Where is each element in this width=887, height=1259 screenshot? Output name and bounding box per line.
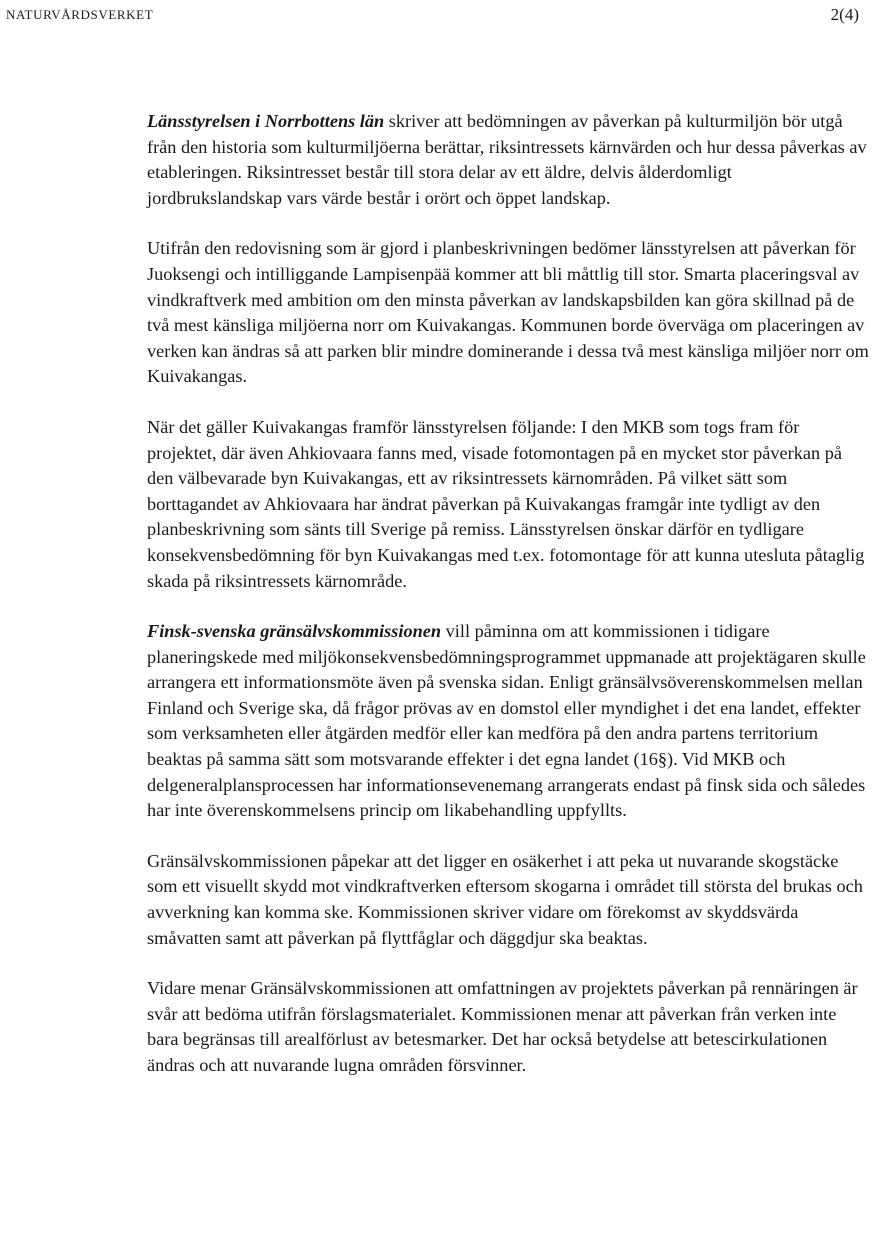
paragraph-text: Gränsälvskommissionen påpekar att det ligger en osäkerhet i att peka ut nuvarande skogstäcke som ett visuellt skydd mot vindkraftverken eftersom skogarna i området till största del brukas och avverkning kan komma ske. Kommissionen skriver vidare om förekomst av skyddsvärda småvatten samt att påverkan på flyttfåglar och däggdjur ska beaktas. [147,850,863,948]
organization-name: NATURVÅRDSVERKET [6,7,154,22]
paragraph-text: När det gäller Kuivakangas framför länsstyrelsen följande: I den MKB som togs fram för projektet, där även Ahkiovaara fanns med, visade fotomontagen på en mycket stor påverkan på den välbevarade byn Kuivakangas, ett av riksintressets kärnområden. På vilket sätt som borttagandet av Ahkiovaara har ändrat påverkan på Kuivakangas framgår inte tydligt av den planbeskrivning som sänts till Sverige på remiss. Länsstyrelsen önskar därför en tydligare konsekvensbedömning för byn Kuivakangas med t.ex. fotomontage för att kunna utesluta påtaglig skada på riksintressets kärnområde. [147,416,865,591]
paragraph-text: Utifrån den redovisning som är gjord i planbeskrivningen bedömer länsstyrelsen att påverkan för Juoksengi och intilliggande Lampisenpää kommer att bli måttlig till stor. Smarta placeringsval av vindkraftverk med ambition om den minsta påverkan av landskapsbilden kan göra skillnad på de två mest känsliga miljöerna norr om Kuivakangas. Kommunen borde överväga om placeringen av verken kan ändras så att parken blir mindre dominerande i dessa två mest känsliga miljöer norr om Kuivakangas. [147,238,869,387]
paragraph-juoksengi [147,236,869,390]
paragraph-lead-lansstyrelsen: Länsstyrelsen i Norrbottens län [147,111,385,131]
paragraph-rennaring [147,976,869,1078]
paragraph-lansstyrelsen [147,109,869,211]
paragraph-skogstacke [147,849,869,951]
paragraph-gransalvskommissionen [147,619,869,824]
paragraph-lead-gransalvskommissionen: Finsk-svenska gränsälvskommissionen [147,621,442,642]
document-body [147,109,869,1104]
paragraph-text: skriver att bedömningen av påverkan på kulturmiljön bör utgå från den historia som kulturmiljöerna berättar, riksintressets kärnvärden och hur dessa påverkas av etableringen. Riksintresset består till stora delar av ett äldre, delvis ålderdomligt jordbrukslandskap vars värde består i orört och öppet landskap. [147,111,867,208]
page-number: 2(4) [830,5,859,24]
paragraph-kuivakangas [147,415,869,594]
paragraph-text: vill påminna om att kommissionen i tidigare planeringskede med miljökonsekvensbedömningsprogrammet uppmanade att projektägaren skulle arrangera ett informationsmöte även på svenska sidan. Enligt gränsälvsöverenskommelsen mellan Finland och Sverige ska, då frågor prövas av en domstol eller myndighet i det ena landet, effekter som verksamheten eller åtgärden medför eller kan medföra på den andra partens territorium beaktas på samma sätt som motsvarande effekter i det egna landet (16§). Vid MKB och delgeneralplansprocessen har informationsevenemang arrangerats endast på finsk sida och således har inte överenskommelsens princip om likabehandling uppfyllts. [147,621,866,821]
paragraph-text: Vidare menar Gränsälvskommissionen att omfattningen av projektets påverkan på rennäringen är svår att bedöma utifrån förslagsmaterialet. Kommissionen menar att påverkan från verken inte bara begränsas till arealförlust av betesmarker. Det har också betydelse att betescirkulationen ändras och att nuvarande lugna områden försvinner. [147,978,858,1075]
